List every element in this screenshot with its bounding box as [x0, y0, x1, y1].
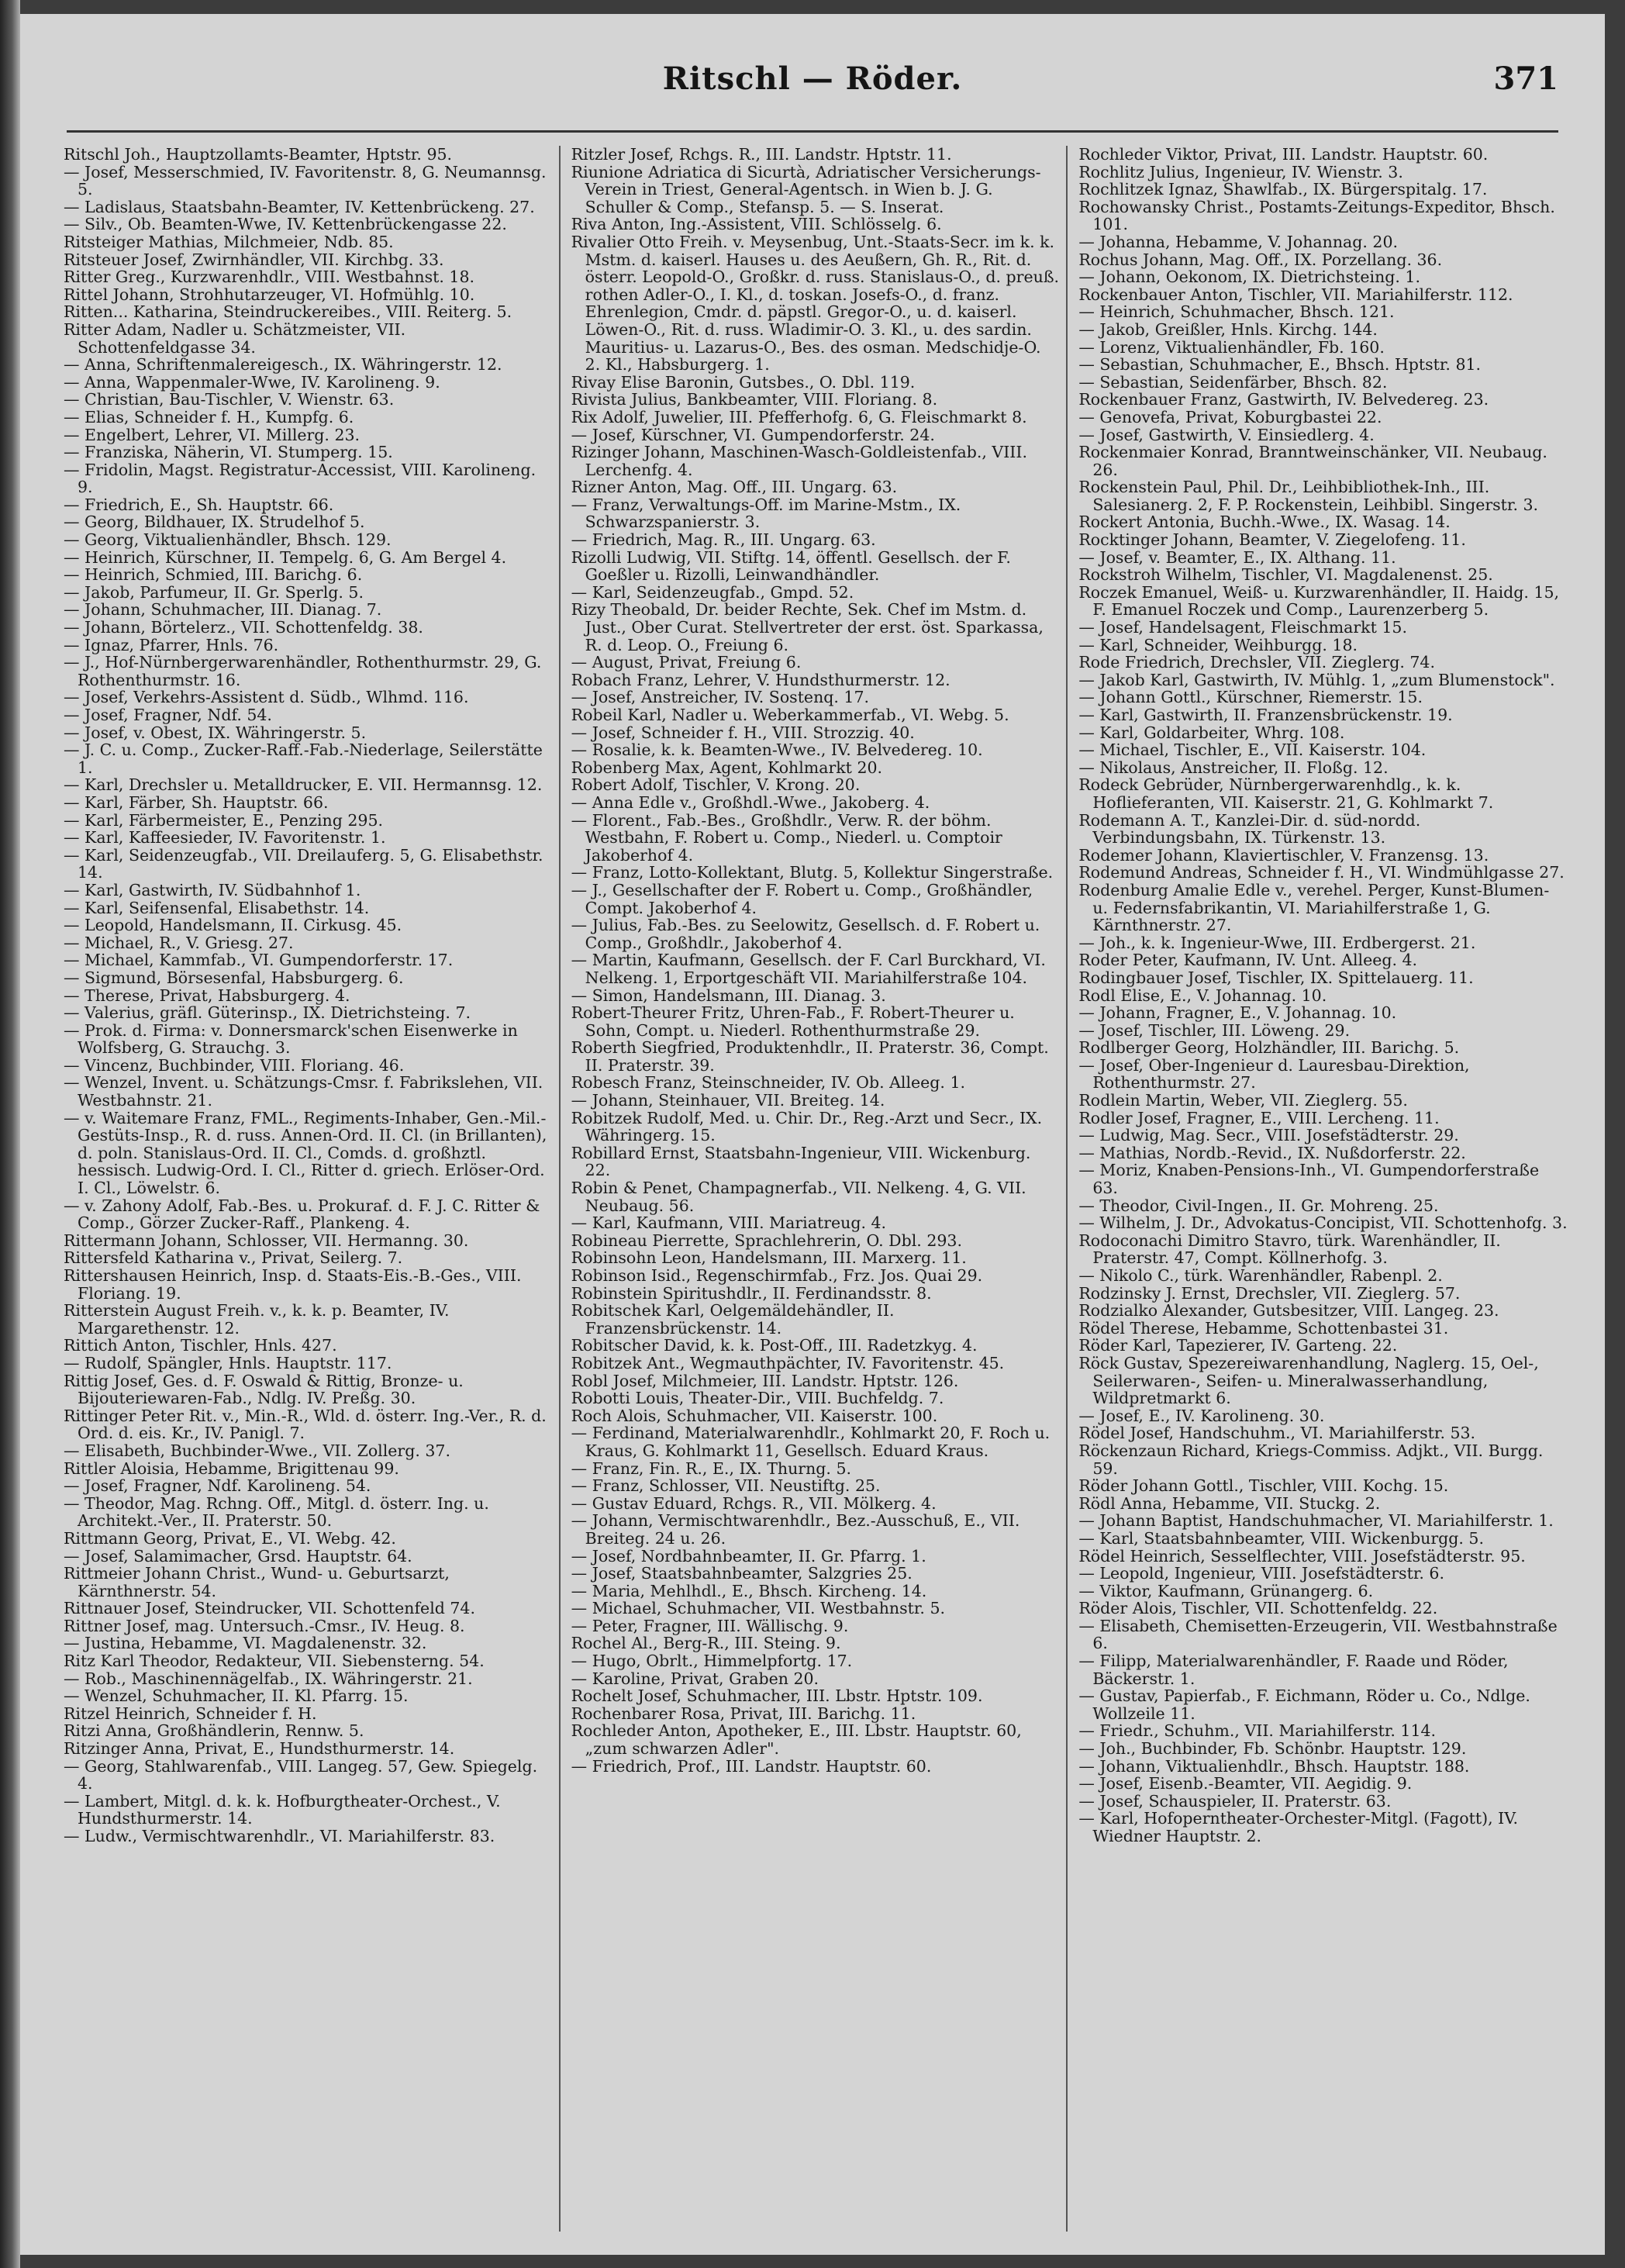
directory-entry: Rix Adolf, Juwelier, III. Pfefferhofg. 6, G. Fleischmarkt 8.: [571, 407, 1027, 426]
directory-entry: Rizolli Ludwig, VII. Stiftg. 14, öffentl. Gesellsch. der F. Goeßler u. Rizolli, Leinwandhändler.: [571, 547, 1011, 585]
directory-entry: — Josef, Messerschmied, IV. Favoritenstr. 8, G. Neumannsg. 5.: [64, 162, 547, 199]
directory-entry: Ritzinger Anna, Privat, E., Hundsthurmerstr. 14.: [64, 1739, 455, 1759]
directory-entry: — Josef, Ober-Ingenieur d. Lauresbau-Direktion, Rothenthurmstr. 27.: [1078, 1055, 1470, 1093]
directory-entry: Rockenbauer Franz, Gastwirth, IV. Belvedereg. 23.: [1078, 390, 1489, 409]
directory-entry: — Johanna, Hebamme, V. Johannag. 20.: [1078, 232, 1399, 251]
directory-entry: Rittel Johann, Strohhutarzeuger, VI. Hofmühlg. 10.: [64, 285, 475, 304]
directory-entry: Rittig Josef, Ges. d. F. Oswald & Rittig, Bronze- u. Bijouteriewaren-Fab., Ndlg. IV. Preßg. 30.: [64, 1371, 464, 1408]
directory-entry: — Johann, Börtelerz., VII. Schottenfeldg. 38.: [64, 618, 423, 637]
directory-entry: — Peter, Fragner, III. Wällischg. 9.: [571, 1616, 849, 1635]
directory-entry: Rochleder Viktor, Privat, III. Landstr. Hauptstr. 60.: [1078, 146, 1489, 164]
directory-entry: — Maria, Mehlhdl., E., Bhsch. Kircheng. 14.: [571, 1581, 927, 1600]
directory-entry: — Valerius, gräfl. Güterinsp., IX. Dietrichsteing. 7.: [64, 1003, 471, 1023]
directory-entry: — Sebastian, Seidenfärber, Bhsch. 82.: [1078, 372, 1388, 392]
directory-entry: Robotti Louis, Theater-Dir., VIII. Buchfeldg. 7.: [571, 1389, 944, 1408]
directory-entry: — Jakob Karl, Gastwirth, IV. Mühlg. 1, „zum Blumenstock".: [1078, 670, 1555, 689]
directory-entry: — Friedrich, Prof., III. Landstr. Hauptstr. 60.: [571, 1756, 932, 1776]
directory-entry: Ritsteiger Mathias, Milchmeier, Ndb. 85.: [64, 232, 394, 251]
directory-entry: — Friedrich, E., Sh. Hauptstr. 66.: [64, 495, 334, 514]
directory-entry: — Nikolaus, Anstreicher, II. Floßg. 12.: [1078, 758, 1389, 777]
directory-entry: Rittersfeld Katharina v., Privat, Seilerg. 7.: [64, 1248, 403, 1268]
column-1: [64, 146, 561, 2232]
directory-entry: Rizner Anton, Mag. Off., III. Ungarg. 63.: [571, 478, 898, 497]
directory-entry: — Josef, Gastwirth, V. Einsiedlerg. 4.: [1078, 425, 1375, 444]
directory-entry: Rochel Al., Berg-R., III. Steing. 9.: [571, 1634, 841, 1653]
directory-entry: Robert Adolf, Tischler, V. Krong. 20.: [571, 775, 861, 795]
directory-entry: — Martin, Kaufmann, Gesellsch. der F. Carl Burckhard, VI. Nelkeng. 1, Erportgeschäft VII. Mariahilferstraße 104.: [571, 951, 1046, 987]
directory-entry: — Theodor, Mag. Rchng. Off., Mitgl. d. österr. Ing. u. Architekt.-Ver., II. Praterstr. 50.: [64, 1493, 489, 1531]
directory-entry: — Friedrich, Mag. R., III. Ungarg. 63.: [571, 530, 876, 550]
directory-entry: Rittnauer Josef, Steindrucker, VII. Schottenfeld 74.: [64, 1599, 475, 1618]
directory-entry: — Johann, Viktualienhdlr., Bhsch. Hauptstr. 188.: [1078, 1756, 1470, 1776]
directory-entry: — Franziska, Näherin, VI. Stumperg. 15.: [64, 443, 393, 462]
directory-entry: Rodingbauer Josef, Tischler, IX. Spittelauerg. 11.: [1078, 968, 1474, 987]
directory-entry: Robitzek Ant., Wegmauthpächter, IV. Favoritenstr. 45.: [571, 1353, 1005, 1372]
directory-entry: Rodemer Johann, Klaviertischler, V. Franzensg. 13.: [1078, 845, 1489, 865]
directory-entry: — Anna, Schriftenmalereigesch., IX. Währingerstr. 12.: [64, 355, 502, 375]
directory-entry: — Franz, Lotto-Kollektant, Blutg. 5, Kollektur Singerstraße.: [571, 863, 1054, 882]
directory-entry: — Karl, Staatsbahnbeamter, VIII. Wickenburgg. 5.: [1078, 1528, 1484, 1548]
directory-entry: Rode Friedrich, Drechsler, VII. Zieglerg. 74.: [1078, 653, 1435, 672]
directory-entry: Rodler Josef, Fragner, E., VIII. Lercheng. 11.: [1078, 1108, 1440, 1127]
directory-entry: — Josef, E., IV. Karolineng. 30.: [1078, 1406, 1325, 1425]
directory-entry: Rodl Elise, E., V. Johannag. 10.: [1078, 986, 1327, 1005]
directory-entry: — Karl, Drechsler u. Metalldrucker, E. VII. Hermannsg. 12.: [64, 775, 543, 795]
directory-entry: — Joh., k. k. Ingenieur-Wwe, III. Erdbergerst. 21.: [1078, 933, 1476, 952]
directory-entry: Ritsteuer Josef, Zwirnhändler, VII. Kirchbg. 33.: [64, 250, 444, 269]
directory-entry: — Elias, Schneider f. H., Kumpfg. 6.: [64, 407, 354, 426]
directory-entry: — Rosalie, k. k. Beamten-Wwe., IV. Belvedereg. 10.: [571, 740, 983, 760]
directory-entry: — Rudolf, Spängler, Hnls. Hauptstr. 117.: [64, 1353, 392, 1372]
directory-entry: — Sebastian, Schuhmacher, E., Bhsch. Hptstr. 81.: [1078, 355, 1482, 375]
directory-entry: — Josef, Anstreicher, IV. Sostenq. 17.: [571, 688, 870, 707]
directory-entry: — Mathias, Nordb.-Revid., IX. Nußdorferstr. 22.: [1078, 1143, 1466, 1162]
directory-entry: Robl Josef, Milchmeier, III. Landstr. Hptstr. 126.: [571, 1371, 959, 1390]
directory-entry: — Karl, Gastwirth, II. Franzensbrückenstr. 19.: [1078, 706, 1453, 724]
directory-entry: — Anna, Wappenmaler-Wwe, IV. Karolineng. 9.: [64, 372, 440, 392]
column-2: [571, 146, 1068, 2232]
directory-entry: Robach Franz, Lehrer, V. Hundsthurmerstr. 12.: [571, 670, 951, 689]
column-3: [1078, 146, 1574, 2232]
directory-entry: — Joh., Buchbinder, Fb. Schönbr. Hauptstr. 129.: [1078, 1739, 1467, 1759]
directory-entry: — Ignaz, Pfarrer, Hnls. 76.: [64, 635, 279, 654]
directory-entry: Ritzel Heinrich, Schneider f. H.: [64, 1704, 317, 1723]
directory-entry: Ritten... Katharina, Steindruckereibes., VIII. Reiterg. 5.: [64, 302, 512, 322]
directory-entry: — Hugo, Obrlt., Himmelpfortg. 17.: [571, 1652, 853, 1671]
directory-entry: — Karl, Seifensenfal, Elisabethstr. 14.: [64, 898, 370, 917]
directory-entry: Robenberg Max, Agent, Kohlmarkt 20.: [571, 758, 883, 777]
directory-entry: — Karl, Gastwirth, IV. Südbahnhof 1.: [64, 880, 361, 899]
directory-entry: — Vincenz, Buchbinder, VIII. Floriang. 46.: [64, 1055, 405, 1075]
directory-entry: — Josef, Verkehrs-Assistent d. Südb., Wlhmd. 116.: [64, 688, 469, 707]
scan-edge-shadow: [0, 0, 20, 2268]
directory-entry: — Prok. d. Firma: v. Donnersmarck'schen Eisenwerke in Wolfsberg, G. Strauchg. 3.: [64, 1020, 518, 1058]
directory-entry: — Elisabeth, Buchbinder-Wwe., VII. Zollerg. 37.: [64, 1441, 450, 1460]
directory-entry: Rockenmaier Konrad, Branntweinschänker, VII. Neubaug. 26.: [1078, 443, 1547, 479]
directory-entry: Rödel Therese, Hebamme, Schottenbastei 31.: [1078, 1318, 1449, 1338]
directory-entry: — Justina, Hebamme, VI. Magdalenenstr. 32.: [64, 1634, 427, 1653]
directory-entry: — v. Zahony Adolf, Fab.-Bes. u. Prokuraf. d. F. J. C. Ritter & Comp., Görzer Zucker-Raff., Plankeng. 4.: [64, 1196, 540, 1233]
directory-entry: Ritter Greg., Kurzwarenhdlr., VIII. Westbahnst. 18.: [64, 268, 475, 287]
directory-entry: Robinstein Spiritushdlr., II. Ferdinandsstr. 8.: [571, 1283, 932, 1303]
directory-entry: Röck Gustav, Spezereiwarenhandlung, Naglerg. 15, Oel-, Seilerwaren-, Seifen- u. Mineralwasserhandlung, Wildpretmarkt 6.: [1078, 1353, 1539, 1408]
directory-entry: Rochowansky Christ., Postamts-Zeitungs-Expeditor, Bhsch. 101.: [1078, 197, 1555, 234]
directory-page: [20, 14, 1605, 2255]
directory-entry: — Florent., Fab.-Bes., Großhdlr., Verw. R. der böhm. Westbahn, F. Robert u. Comp., Niederl. u. Comptoir Jakoberhof 4.: [571, 810, 1002, 865]
directory-entry: Robineau Pierrette, Sprachlehrerin, O. Dbl. 293.: [571, 1231, 962, 1250]
directory-entry: Röder Alois, Tischler, VII. Schottenfeldg. 22.: [1078, 1599, 1438, 1618]
directory-entry: — Josef, Nordbahnbeamter, II. Gr. Pfarrg. 1.: [571, 1546, 926, 1566]
directory-entry: Ritschl Joh., Hauptzollamts-Beamter, Hptstr. 95.: [64, 146, 453, 164]
directory-entry: — Josef, Tischler, III. Löweng. 29.: [1078, 1020, 1351, 1040]
directory-entry: Robitzek Rudolf, Med. u. Chir. Dr., Reg.-Arzt und Secr., IX. Währingerg. 15.: [571, 1108, 1043, 1145]
directory-entry: — Michael, Tischler, E., VII. Kaiserstr. 104.: [1078, 740, 1427, 760]
directory-entry: Röckenzaun Richard, Kriegs-Commiss. Adjkt., VII. Burgg. 59.: [1078, 1441, 1544, 1478]
directory-entry: Rödl Anna, Hebamme, VII. Stuckg. 2.: [1078, 1493, 1381, 1513]
directory-entry: — Elisabeth, Chemisetten-Erzeugerin, VII. Westbahnstraße 6.: [1078, 1616, 1558, 1653]
running-head: Ritschl — Röder.: [662, 60, 963, 97]
directory-entry: — Wenzel, Invent. u. Schätzungs-Cmsr. f. Fabrikslehen, VII. Westbahnstr. 21.: [64, 1073, 543, 1110]
directory-entry: — Ladislaus, Staatsbahn-Beamter, IV. Kettenbrückeng. 27.: [64, 197, 535, 216]
directory-entry: Robinsohn Leon, Handelsmann, III. Marxerg. 11.: [571, 1248, 967, 1268]
directory-entry: — Jakob, Greißler, Hnls. Kirchg. 144.: [1078, 319, 1378, 339]
directory-entry: Roder Peter, Kaufmann, IV. Unt. Alleeg. 4.: [1078, 951, 1418, 970]
directory-entry: Rodlein Martin, Weber, VII. Zieglerg. 55.: [1078, 1091, 1408, 1110]
directory-entry: Robesch Franz, Steinschneider, IV. Ob. Alleeg. 1.: [571, 1073, 966, 1093]
directory-entry: Rizy Theobald, Dr. beider Rechte, Sek. Chef im Mstm. d. Just., Ober Curat. Stellvertreter der erst. öst. Sparkassa, R. d. Leop. O., Freiung 6.: [571, 600, 1044, 654]
directory-entry: Ritz Karl Theodor, Redakteur, VII. Siebensterng. 54.: [64, 1652, 485, 1671]
directory-entry: — Nikolo C., türk. Warenhändler, Rabenpl. 2.: [1078, 1266, 1443, 1285]
directory-entry: — Karl, Goldarbeiter, Whrg. 108.: [1078, 723, 1345, 742]
directory-entry: — Georg, Bildhauer, IX. Strudelhof 5.: [64, 513, 365, 532]
directory-entry: Rivalier Otto Freih. v. Meysenbug, Unt.-Staats-Secr. im k. k. Mstm. d. kaiserl. Hauses u. des Aeußern, Gh. R., Rit. d. österr. Leopold-O., Großkr. d. russ. Stanislaus-O., d. preuß. rothen Adler-O., I. Kl., d. toskan. Josefs-O., d. franz. Ehrenlegion, Cmdr. d. päpstl. Gregor-O., u. d. kaiserl. Löwen-O., Rit. d. russ. Wladimir-O. 3. Kl., u. des sardin. Mauritius- u. Lazarus-O., Bes. des osman. Medschidje-O. 2. Kl., Habsburgerg. 1.: [571, 232, 1060, 375]
directory-entry: — Viktor, Kaufmann, Grünangerg. 6.: [1078, 1581, 1374, 1600]
directory-entry: Rocktinger Johann, Beamter, V. Ziegelofeng. 11.: [1078, 530, 1466, 550]
directory-entry: — Simon, Handelsmann, III. Dianag. 3.: [571, 986, 886, 1005]
directory-entry: Roczek Emanuel, Weiß- u. Kurzwarenhändler, II. Haidg. 15, F. Emanuel Roczek und Comp., Laurenzerberg 5.: [1078, 582, 1560, 620]
directory-entry: Ritter Adam, Nadler u. Schätzmeister, VII. Schottenfeldgasse 34.: [64, 319, 406, 357]
directory-entry: Rodzialko Alexander, Gutsbesitzer, VIII. Langeg. 23.: [1078, 1301, 1499, 1320]
directory-entry: — Josef, v. Beamter, E., IX. Althang. 11.: [1078, 547, 1396, 567]
directory-entry: — Josef, Schauspieler, II. Praterstr. 63.: [1078, 1791, 1392, 1811]
directory-entry: — Wenzel, Schuhmacher, II. Kl. Pfarrg. 15.: [64, 1686, 409, 1706]
directory-entry: — Filipp, Materialwarenhändler, F. Raade und Röder, Bäckerstr. 1.: [1078, 1652, 1509, 1688]
directory-entry: — Gustav, Papierfab., F. Eichmann, Röder u. Co., Ndlge. Wollzeile 11.: [1078, 1686, 1530, 1723]
directory-entry: — Ludwig, Mag. Secr., VIII. Josefstädterstr. 29.: [1078, 1126, 1459, 1145]
directory-entry: — Gustav Eduard, Rchgs. R., VII. Mölkerg. 4.: [571, 1493, 937, 1513]
directory-entry: — Josef, Fragner, Ndf. 54.: [64, 706, 272, 724]
directory-entry: — Josef, v. Obest, IX. Währingerstr. 5.: [64, 723, 367, 742]
directory-entry: — Josef, Kürschner, VI. Gumpendorferstr. 24.: [571, 425, 935, 444]
directory-entry: — Josef, Handelsagent, Fleischmarkt 15.: [1078, 618, 1407, 637]
directory-entry: — Heinrich, Schmied, III. Barichg. 6.: [64, 565, 363, 585]
directory-entry: — Josef, Fragner, Ndf. Karolineng. 54.: [64, 1476, 371, 1496]
directory-entry: Robinson Isid., Regenschirmfab., Frz. Jos. Quai 29.: [571, 1266, 983, 1285]
directory-entry: — Johann, Vermischtwarenhdlr., Bez.-Ausschuß, E., VII. Breiteg. 24 u. 26.: [571, 1511, 1020, 1548]
directory-entry: Rockstroh Wilhelm, Tischler, VI. Magdalenenst. 25.: [1078, 565, 1493, 585]
directory-entry: Ritzler Josef, Rchgs. R., III. Landstr. Hptstr. 11.: [571, 146, 952, 164]
directory-entry: Rockert Antonia, Buchh.-Wwe., IX. Wasag. 14.: [1078, 513, 1451, 532]
directory-entry: — Josef, Eisenb.-Beamter, VII. Aegidig. 9.: [1078, 1774, 1413, 1793]
directory-entry: Rittmeier Johann Christ., Wund- u. Geburtsarzt, Kärnthnerstr. 54.: [64, 1564, 450, 1600]
directory-entry: — Karl, Hofoperntheater-Orchester-Mitgl. (Fagott), IV. Wiedner Hauptstr. 2.: [1078, 1809, 1518, 1845]
directory-entry: Röder Johann Gottl., Tischler, VIII. Kochg. 15.: [1078, 1476, 1449, 1496]
page-header: [20, 60, 1605, 115]
directory-entry: — Karoline, Privat, Graben 20.: [571, 1669, 819, 1688]
directory-entry: — Franz, Verwaltungs-Off. im Marine-Mstm., IX. Schwarzspanierstr. 3.: [571, 495, 961, 532]
directory-entry: — Michael, Kammfab., VI. Gumpendorferstr. 17.: [64, 951, 454, 970]
directory-entry: — Genovefa, Privat, Koburgbastei 22.: [1078, 407, 1382, 426]
directory-entry: Rödel Heinrich, Sesselflechter, VIII. Josefstädterstr. 95.: [1078, 1546, 1526, 1566]
directory-entry: — Karl, Schneider, Weihburgg. 18.: [1078, 635, 1358, 654]
directory-entry: — Johann, Schuhmacher, III. Dianag. 7.: [64, 600, 382, 620]
directory-entry: — Leopold, Ingenieur, VIII. Josefstädterstr. 6.: [1078, 1564, 1444, 1583]
directory-entry: Robitscher David, k. k. Post-Off., III. Radetzkyg. 4.: [571, 1336, 978, 1355]
header-rule: [67, 130, 1558, 133]
directory-entry: Riva Anton, Ing.-Assistent, VIII. Schlösselg. 6.: [571, 215, 942, 234]
directory-entry: Rodzinsky J. Ernst, Drechsler, VII. Zieglerg. 57.: [1078, 1283, 1461, 1303]
directory-entry: — Franz, Fin. R., E., IX. Thurng. 5.: [571, 1458, 852, 1478]
directory-entry: Rodlberger Georg, Holzhändler, III. Barichg. 5.: [1078, 1038, 1460, 1058]
directory-entry: — Heinrich, Schuhmacher, Bhsch. 121.: [1078, 302, 1395, 322]
directory-entry: — Karl, Kaufmann, VIII. Mariatreug. 4.: [571, 1213, 887, 1233]
directory-entry: Riunione Adriatica di Sicurtà, Adriatischer Versicherungs-Verein in Triest, General-Agentsch. in Wien b. J. G. Schuller & Comp., Stefansp. 5. — S. Inserat.: [571, 162, 1041, 216]
directory-entry: — Georg, Stahlwarenfab., VIII. Langeg. 57, Gew. Spiegelg. 4.: [64, 1756, 538, 1793]
directory-entry: Rittmann Georg, Privat, E., VI. Webg. 42.: [64, 1528, 396, 1548]
directory-entry: Rodemund Andreas, Schneider f. H., VI. Windmühlgasse 27.: [1078, 863, 1565, 882]
directory-entry: Rockenstein Paul, Phil. Dr., Leihbibliothek-Inh., III. Salesianerg. 2, F. P. Rockenstein, Leihbibl. Singerstr. 3.: [1078, 478, 1539, 514]
directory-entry: — Heinrich, Kürschner, II. Tempelg. 6, G. Am Bergel 4.: [64, 547, 507, 567]
directory-entry: — Johann, Fragner, E., V. Johannag. 10.: [1078, 1003, 1397, 1023]
directory-entry: — Georg, Viktualienhändler, Bhsch. 129.: [64, 530, 392, 550]
directory-entry: Rivista Julius, Bankbeamter, VIII. Floriang. 8.: [571, 390, 938, 409]
directory-entry: Rochenbarer Rosa, Privat, III. Barichg. 11.: [571, 1704, 916, 1723]
directory-entry: Rodemann A. T., Kanzlei-Dir. d. süd-nordd. Verbindungsbahn, IX. Türkenstr. 13.: [1078, 810, 1421, 847]
directory-entry: — Karl, Färber, Sh. Hauptstr. 66.: [64, 792, 329, 812]
directory-entry: — Ferdinand, Materialwarenhdlr., Kohlmarkt 20, F. Roch u. Kraus, G. Kohlmarkt 11, Gesellsch. Eduard Kraus.: [571, 1424, 1051, 1460]
directory-entry: Roberth Siegfried, Produktenhdlr., II. Praterstr. 36, Compt. II. Praterstr. 39.: [571, 1038, 1049, 1075]
directory-entry: Rodoconachi Dimitro Stavro, türk. Warenhändler, II. Praterstr. 47, Compt. Köllnerhofg. 3.: [1078, 1231, 1501, 1268]
columns: [64, 146, 1574, 2232]
directory-entry: — Josef, Salamimacher, Grsd. Hauptstr. 64.: [64, 1546, 412, 1566]
directory-entry: Rödel Josef, Handschuhm., VI. Mariahilferstr. 53.: [1078, 1424, 1476, 1443]
directory-entry: — Friedr., Schuhm., VII. Mariahilferstr. 114.: [1078, 1721, 1437, 1741]
directory-entry: Rochelt Josef, Schuhmacher, III. Lbstr. Hptstr. 109.: [571, 1686, 983, 1706]
directory-entry: Rivay Elise Baronin, Gutsbes., O. Dbl. 119.: [571, 372, 916, 392]
directory-entry: Rochleder Anton, Apotheker, E., III. Lbstr. Hauptstr. 60, „zum schwarzen Adler".: [571, 1721, 1022, 1759]
directory-entry: — Wilhelm, J. Dr., Advokatus-Concipist, VII. Schottenhofg. 3.: [1078, 1213, 1568, 1233]
directory-entry: — Karl, Seidenzeugfab., VII. Dreilauferg. 5, G. Elisabethstr. 14.: [64, 845, 543, 882]
directory-entry: Robert-Theurer Fritz, Uhren-Fab., F. Robert-Theurer u. Sohn, Compt. u. Niederl. Rothenthurmstraße 29.: [571, 1003, 1015, 1040]
directory-entry: — Johann Baptist, Handschuhmacher, VI. Mariahilferstr. 1.: [1078, 1511, 1554, 1531]
directory-entry: Robeil Karl, Nadler u. Weberkammerfab., VI. Webg. 5.: [571, 706, 1009, 724]
directory-entry: — Karl, Färbermeister, E., Penzing 295.: [64, 810, 384, 830]
directory-entry: Rittler Aloisia, Hebamme, Brigittenau 99.: [64, 1458, 399, 1478]
directory-entry: Röder Karl, Tapezierer, IV. Garteng. 22.: [1078, 1336, 1398, 1355]
directory-entry: Robin & Penet, Champagnerfab., VII. Nelkeng. 4, G. VII. Neubaug. 56.: [571, 1179, 1026, 1215]
directory-entry: Robitschek Karl, Oelgemäldehändler, II. Franzensbrückenstr. 14.: [571, 1301, 895, 1338]
directory-entry: Ritzi Anna, Großhändlerin, Rennw. 5.: [64, 1721, 364, 1741]
directory-entry: Rochlitz Julius, Ingenieur, IV. Wienstr. 3.: [1078, 162, 1403, 181]
directory-entry: — Karl, Seidenzeugfab., Gmpd. 52.: [571, 582, 854, 602]
directory-entry: — Franz, Schlosser, VII. Neustiftg. 25.: [571, 1476, 881, 1496]
directory-entry: Rittermann Johann, Schlosser, VII. Hermanng. 30.: [64, 1231, 469, 1250]
directory-entry: — Sigmund, Börsesenfal, Habsburgerg. 6.: [64, 968, 404, 987]
directory-entry: — Engelbert, Lehrer, VI. Millerg. 23.: [64, 425, 361, 444]
directory-entry: — Fridolin, Magst. Registratur-Accessist, VIII. Karolineng. 9.: [64, 460, 536, 497]
directory-entry: — Rob., Maschinennägelfab., IX. Währingerstr. 21.: [64, 1669, 473, 1688]
directory-entry: — J. C. u. Comp., Zucker-Raff.-Fab.-Niederlage, Seilerstätte 1.: [64, 740, 543, 777]
directory-entry: Rizinger Johann, Maschinen-Wasch-Goldleistenfab., VIII. Lerchenfg. 4.: [571, 443, 1028, 479]
directory-entry: — Josef, Staatsbahnbeamter, Salzgries 25.: [571, 1564, 913, 1583]
directory-entry: — Michael, Schuhmacher, VII. Westbahnstr. 5.: [571, 1599, 946, 1618]
directory-entry: Roch Alois, Schuhmacher, VII. Kaiserstr. 100.: [571, 1406, 938, 1425]
directory-entry: Rockenbauer Anton, Tischler, VII. Mariahilferstr. 112.: [1078, 285, 1513, 304]
directory-entry: — Johann, Steinhauer, VII. Breiteg. 14.: [571, 1091, 885, 1110]
directory-entry: — Christian, Bau-Tischler, V. Wienstr. 63.: [64, 390, 395, 409]
directory-entry: — Josef, Schneider f. H., VIII. Strozzig. 40.: [571, 723, 915, 742]
directory-entry: — Johann, Oekonom, IX. Dietrichsteing. 1.: [1078, 268, 1420, 287]
directory-entry: — August, Privat, Freiung 6.: [571, 653, 802, 672]
directory-entry: — Johann Gottl., Kürschner, Riemerstr. 15.: [1078, 688, 1423, 707]
directory-entry: Robillard Ernst, Staatsbahn-Ingenieur, VIII. Wickenburg. 22.: [571, 1143, 1031, 1180]
directory-entry: — Therese, Privat, Habsburgerg. 4.: [64, 986, 350, 1005]
directory-entry: Rodeck Gebrüder, Nürnbergerwarenhdlg., k. k. Hoflieferanten, VII. Kaiserstr. 21, G. Kohlmarkt 7.: [1078, 775, 1494, 812]
directory-entry: — Karl, Kaffeesieder, IV. Favoritenstr. 1.: [64, 828, 386, 847]
directory-entry: Ritterstein August Freih. v., k. k. p. Beamter, IV. Margarethenstr. 12.: [64, 1301, 450, 1338]
directory-entry: — J., Gesellschafter der F. Robert u. Comp., Großhändler, Compt. Jakoberhof 4.: [571, 880, 1033, 917]
directory-entry: — J., Hof-Nürnbergerwarenhändler, Rothenthurmstr. 29, G. Rothenthurmstr. 16.: [64, 653, 542, 689]
directory-entry: — Silv., Ob. Beamten-Wwe, IV. Kettenbrückengasse 22.: [64, 215, 507, 234]
directory-entry: Rodenburg Amalie Edle v., verehel. Perger, Kunst-Blumen- u. Federnsfabrikantin, VI. Mariahilferstraße 1, G. Kärnthnerstr. 27.: [1078, 880, 1550, 935]
page-number: 371: [1493, 60, 1558, 97]
directory-entry: Rochus Johann, Mag. Off., IX. Porzellang. 36.: [1078, 250, 1443, 269]
directory-entry: — Lambert, Mitgl. d. k. k. Hofburgtheater-Orchest., V. Hundsthurmerstr. 14.: [64, 1791, 501, 1828]
directory-entry: — Moriz, Knaben-Pensions-Inh., VI. Gumpendorferstraße 63.: [1078, 1161, 1540, 1198]
directory-entry: — Leopold, Handelsmann, II. Cirkusg. 45.: [64, 916, 402, 935]
directory-entry: Rittershausen Heinrich, Insp. d. Staats-Eis.-B.-Ges., VIII. Floriang. 19.: [64, 1266, 522, 1303]
directory-entry: — Ludw., Vermischtwarenhdlr., VI. Mariahilferstr. 83.: [64, 1827, 495, 1845]
directory-entry: — Lorenz, Viktualienhändler, Fb. 160.: [1078, 337, 1385, 357]
directory-entry: — Anna Edle v., Großhdl.-Wwe., Jakoberg. 4.: [571, 792, 930, 812]
directory-entry: — v. Waitemare Franz, FML., Regiments-Inhaber, Gen.-Mil.-Gestüts-Insp., R. d. russ. Annen-Ord. II. Cl. (in Brillanten), d. poln. Stanislaus-Ord. II. Cl., Comds. d. großhztl. hessisch. Ludwig-Ord. I. Cl., Ritter d. griech. Erlöser-Ord. I. Cl., Löwelstr. 6.: [64, 1108, 547, 1198]
directory-entry: — Julius, Fab.-Bes. zu Seelowitz, Gesellsch. d. F. Robert u. Comp., Großhdlr., Jakoberhof 4.: [571, 916, 1040, 952]
directory-entry: Rittinger Peter Rit. v., Min.-R., Wld. d. österr. Ing.-Ver., R. d. Ord. d. eis. Kr., IV. Panigl. 7.: [64, 1406, 547, 1443]
directory-entry: Rittner Josef, mag. Untersuch.-Cmsr., IV. Heug. 8.: [64, 1616, 465, 1635]
directory-entry: — Michael, R., V. Griesg. 27.: [64, 933, 294, 952]
directory-entry: Rittich Anton, Tischler, Hnls. 427.: [64, 1336, 337, 1355]
directory-entry: — Theodor, Civil-Ingen., II. Gr. Mohreng. 25.: [1078, 1196, 1439, 1215]
directory-entry: Rochlitzek Ignaz, Shawlfab., IX. Bürgerspitalg. 17.: [1078, 180, 1488, 199]
directory-entry: — Jakob, Parfumeur, II. Gr. Sperlg. 5.: [64, 582, 364, 602]
